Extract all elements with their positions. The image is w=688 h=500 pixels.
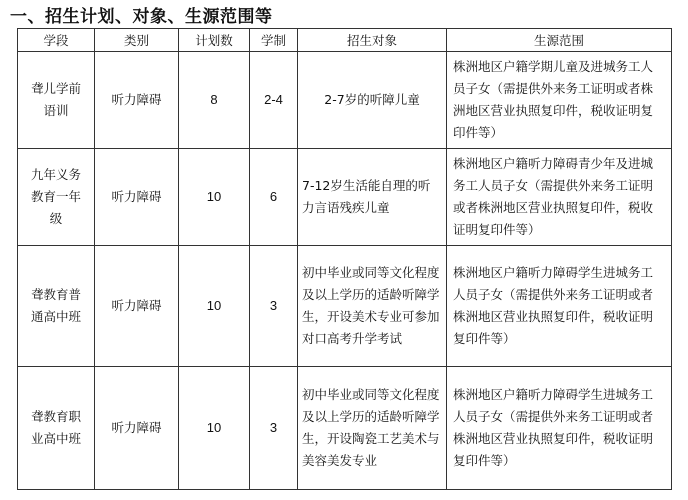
cell-source: 株洲地区户籍听力障碍学生进城务工人员子女（需提供外来务工证明或者株洲地区营业执照复印件，税收证明复印件等） [447, 367, 672, 490]
cell-stage: 九年义务教育一年级 [18, 149, 95, 246]
cell-type: 听力障碍 [95, 246, 179, 367]
table-row [18, 52, 672, 149]
cell-source: 株洲地区户籍听力障碍学生进城务工人员子女（需提供外来务工证明或者株洲地区营业执照复印件，税收证明复印件等） [447, 246, 672, 367]
cell-source: 株洲地区户籍听力障碍青少年及进城务工人员子女（需提供外来务工证明或者株洲地区营业执照复印件，税收证明复印件等） [447, 149, 672, 246]
cell-plan: 10 [179, 149, 250, 246]
table-row [18, 149, 672, 246]
cell-target: 初中毕业或同等文化程度及以上学历的适龄听障学生，开设陶瓷工艺美术与美容美发专业 [298, 367, 447, 490]
cell-target: 7-12岁生活能自理的听力言语残疾儿童 [298, 149, 447, 246]
section-heading: 一、招生计划、对象、生源范围等 [10, 7, 273, 27]
cell-type: 听力障碍 [95, 367, 179, 490]
cell-duration: 6 [250, 149, 298, 246]
table-row [18, 246, 672, 367]
cell-stage: 聋儿学前语训 [18, 52, 95, 149]
cell-duration: 3 [250, 367, 298, 490]
header-source: 生源范围 [447, 29, 672, 52]
table-header-row [18, 29, 672, 52]
header-plan: 计划数 [179, 29, 250, 52]
cell-source: 株洲地区户籍学期儿童及进城务工人员子女（需提供外来务工证明或者株洲地区营业执照复印件，税收证明复印件等） [447, 52, 672, 149]
cell-type: 听力障碍 [95, 149, 179, 246]
cell-stage: 聋教育普通高中班 [18, 246, 95, 367]
header-type: 类别 [95, 29, 179, 52]
cell-target: 2-7岁的听障儿童 [298, 52, 447, 149]
cell-duration: 2-4 [250, 52, 298, 149]
cell-plan: 10 [179, 367, 250, 490]
header-target: 招生对象 [298, 29, 447, 52]
header-duration: 学制 [250, 29, 298, 52]
header-stage: 学段 [18, 29, 95, 52]
cell-stage: 聋教育职业高中班 [18, 367, 95, 490]
cell-plan: 10 [179, 246, 250, 367]
cell-duration: 3 [250, 246, 298, 367]
cell-type: 听力障碍 [95, 52, 179, 149]
enrollment-table [17, 28, 672, 490]
cell-plan: 8 [179, 52, 250, 149]
table-row [18, 367, 672, 490]
cell-target: 初中毕业或同等文化程度及以上学历的适龄听障学生，开设美术专业可参加对口高考升学考试 [298, 246, 447, 367]
